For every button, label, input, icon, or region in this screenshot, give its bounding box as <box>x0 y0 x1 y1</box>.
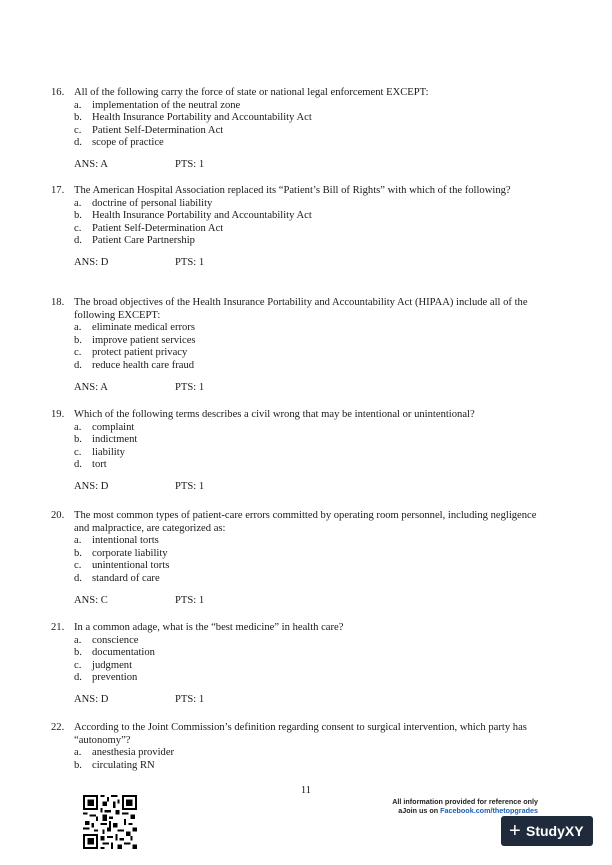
option-text: corporate liability <box>92 547 168 559</box>
answer-option <box>74 459 551 472</box>
option-letter: b. <box>74 210 82 222</box>
question-22 <box>51 722 551 772</box>
answer-option <box>74 672 551 685</box>
question-19 <box>51 409 551 494</box>
question-number: 22. <box>51 722 65 733</box>
question-number: 17. <box>51 185 65 196</box>
question-number: 20. <box>51 510 65 521</box>
points-value: PTS: 1 <box>175 381 205 393</box>
option-text: Health Insurance Portability and Accountability Act <box>92 210 312 222</box>
question-18 <box>51 297 551 394</box>
plus-icon: + <box>509 820 521 842</box>
answer-option <box>74 335 551 348</box>
option-letter: a. <box>74 421 82 433</box>
option-letter: b. <box>74 547 82 559</box>
option-letter: b. <box>74 112 82 124</box>
answer-value: ANS: A <box>74 381 108 393</box>
points-value: PTS: 1 <box>175 256 205 268</box>
option-letter: a. <box>74 747 82 759</box>
question-number: 19. <box>51 409 65 420</box>
points-value: PTS: 1 <box>175 158 205 170</box>
page-number: 11 <box>300 785 312 796</box>
option-text: circulating RN <box>92 759 155 771</box>
disclaimer-line: All information provided for reference only <box>392 797 538 806</box>
answer-key <box>74 481 551 494</box>
option-letter: c. <box>74 222 82 234</box>
answer-option <box>74 322 551 335</box>
answer-option <box>74 210 551 223</box>
option-letter: b. <box>74 434 82 446</box>
option-letter: c. <box>74 347 82 359</box>
option-text: indictment <box>92 434 138 446</box>
option-text: complaint <box>92 421 135 433</box>
option-text: unintentional torts <box>92 560 170 572</box>
answer-value: ANS: D <box>74 256 109 268</box>
option-text: intentional torts <box>92 535 159 547</box>
question-number: 18. <box>51 297 65 308</box>
answer-option <box>74 548 551 561</box>
answer-key <box>74 595 551 608</box>
answer-value: ANS: A <box>74 158 108 170</box>
option-letter: a. <box>74 634 82 646</box>
option-letter: c. <box>74 560 82 572</box>
option-text: implementation of the neutral zone <box>92 99 241 111</box>
question-stem: The most common types of patient-care errors committed by operating room personnel, including negligence and malpractice, are categorized as: <box>74 510 537 534</box>
answer-key <box>74 159 551 172</box>
option-text: judgment <box>92 659 133 671</box>
option-letter: b. <box>74 334 82 346</box>
option-letter: a. <box>74 322 82 334</box>
answer-option <box>74 635 551 648</box>
question-21 <box>51 622 551 707</box>
option-letter: d. <box>74 359 82 371</box>
answer-option <box>74 198 551 211</box>
option-letter: d. <box>74 235 82 247</box>
answer-option <box>74 647 551 660</box>
option-text: eliminate medical errors <box>92 322 195 334</box>
answer-option <box>74 235 551 248</box>
answer-option <box>74 100 551 113</box>
question-stem: The broad objectives of the Health Insurance Portability and Accountability Act (HIPAA) include all of the following EXCEPT: <box>74 297 528 321</box>
answer-option <box>74 434 551 447</box>
option-text: scope of practice <box>92 137 164 149</box>
answer-option <box>74 125 551 138</box>
option-text: Health Insurance Portability and Accountability Act <box>92 112 312 124</box>
brand-name: StudyXY <box>526 823 584 839</box>
answer-key <box>74 694 551 707</box>
option-text: conscience <box>92 634 139 646</box>
option-text: liability <box>92 446 125 458</box>
option-text: tort <box>92 459 107 471</box>
facebook-link[interactable]: Facebook.com/thetopgrades <box>440 806 538 815</box>
option-text: Patient Care Partnership <box>92 235 195 247</box>
question-16 <box>51 87 551 172</box>
answer-option <box>74 447 551 460</box>
answer-key <box>74 257 551 270</box>
points-value: PTS: 1 <box>175 594 205 606</box>
option-letter: b. <box>74 647 82 659</box>
answer-value: ANS: D <box>74 693 109 705</box>
answer-key <box>74 382 551 395</box>
option-letter: a. <box>74 99 82 111</box>
option-text: documentation <box>92 647 155 659</box>
answer-option <box>74 360 551 373</box>
option-letter: b. <box>74 759 82 771</box>
answer-option <box>74 137 551 150</box>
option-text: standard of care <box>92 572 160 584</box>
option-letter: c. <box>74 124 82 136</box>
answer-option <box>74 573 551 586</box>
option-text: anesthesia provider <box>92 747 175 759</box>
question-number: 21. <box>51 622 65 633</box>
answer-option <box>74 747 551 760</box>
qr-code-icon[interactable] <box>83 795 137 849</box>
answer-option <box>74 660 551 673</box>
option-text: Patient Self-Determination Act <box>92 222 224 234</box>
option-letter: a. <box>74 197 82 209</box>
disclaimer-prefix: aJoin us on <box>398 806 441 815</box>
option-letter: c. <box>74 446 82 458</box>
question-stem: According to the Joint Commission’s definition regarding consent to surgical intervention, which party has “autonomy”? <box>74 722 527 746</box>
points-value: PTS: 1 <box>175 480 205 492</box>
question-17 <box>51 185 551 270</box>
option-text: prevention <box>92 672 138 684</box>
option-text: Patient Self-Determination Act <box>92 124 224 136</box>
option-letter: c. <box>74 659 82 671</box>
option-letter: d. <box>74 672 82 684</box>
studyxy-logo[interactable] <box>501 816 593 846</box>
points-value: PTS: 1 <box>175 693 205 705</box>
option-letter: d. <box>74 137 82 149</box>
answer-value: ANS: C <box>74 594 108 606</box>
answer-option <box>74 112 551 125</box>
answer-option <box>74 347 551 360</box>
answer-value: ANS: D <box>74 480 109 492</box>
footer-disclaimer <box>378 797 538 815</box>
option-letter: a. <box>74 535 82 547</box>
answer-option <box>74 560 551 573</box>
answer-option <box>74 535 551 548</box>
option-text: doctrine of personal liability <box>92 197 213 209</box>
option-letter: d. <box>74 572 82 584</box>
option-text: reduce health care fraud <box>92 359 195 371</box>
question-number: 16. <box>51 87 65 98</box>
question-stem: The American Hospital Association replaced its “Patient’s Bill of Rights” with which of the following? <box>74 185 511 196</box>
answer-option <box>74 422 551 435</box>
answer-option <box>74 223 551 236</box>
disclaimer-line <box>378 806 538 815</box>
question-stem: All of the following carry the force of state or national legal enforcement EXCEPT: <box>74 87 429 98</box>
question-20 <box>51 510 551 607</box>
option-text: protect patient privacy <box>92 347 188 359</box>
answer-option <box>74 760 551 773</box>
option-letter: d. <box>74 459 82 471</box>
option-text: improve patient services <box>92 334 196 346</box>
question-stem: In a common adage, what is the “best medicine” in health care? <box>74 622 344 633</box>
question-stem: Which of the following terms describes a civil wrong that may be intentional or unintentional? <box>74 409 475 420</box>
